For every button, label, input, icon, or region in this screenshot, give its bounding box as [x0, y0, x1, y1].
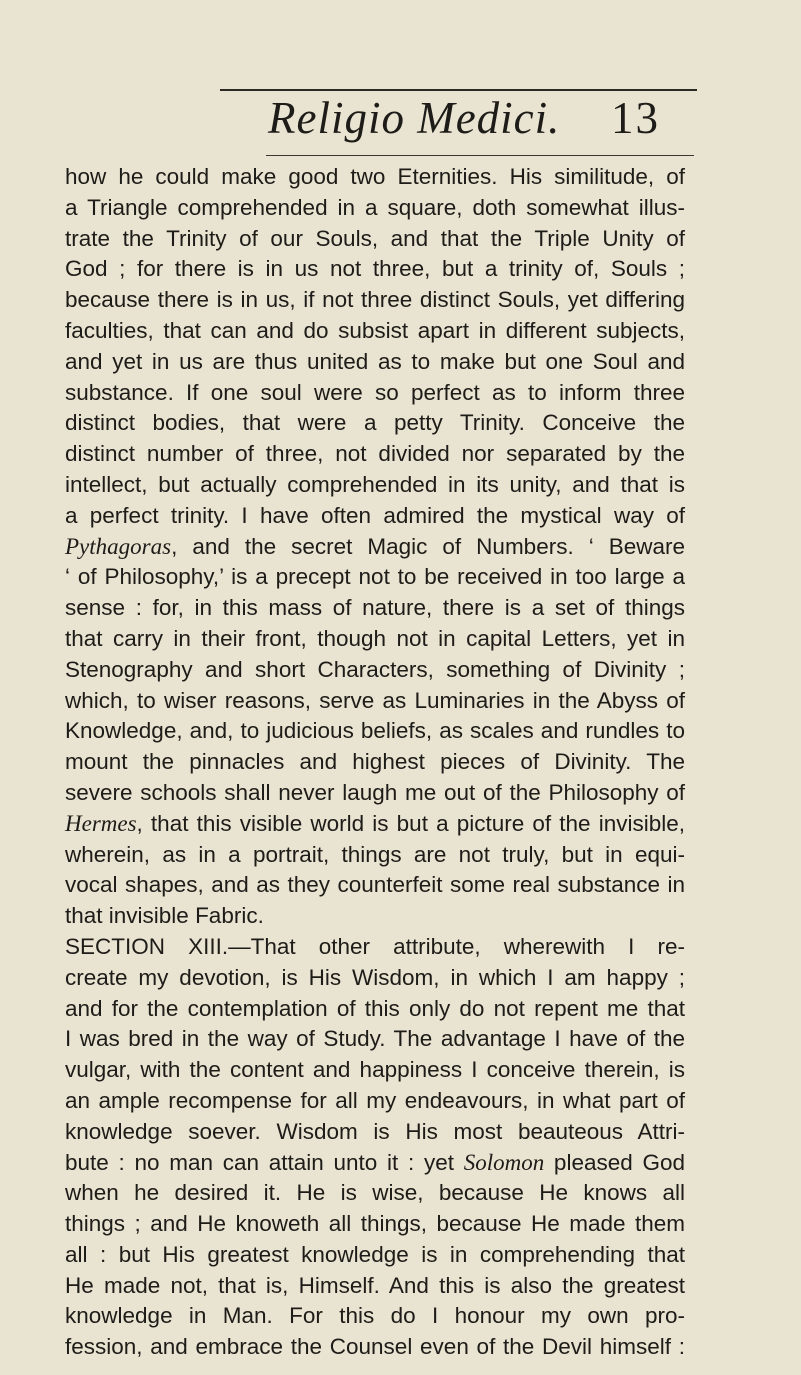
- text-line: [65, 932, 685, 963]
- text-line: [65, 316, 685, 347]
- text-segment: and for the contemplation of this only do not repent me that: [65, 995, 685, 1021]
- text-segment: knowledge in Man. For this do I honour my own pro-: [65, 1303, 685, 1329]
- text-line: [65, 1024, 685, 1055]
- text-segment: fession, and embrace the Counsel even of the Devil himself :: [65, 1334, 685, 1360]
- text-line: [65, 254, 685, 285]
- text-line: [65, 1055, 685, 1086]
- text-segment: vocal shapes, and as they counterfeit some real substance in: [65, 872, 685, 898]
- text-segment: God ; for there is in us not three, but a trinity of, Souls ;: [65, 256, 685, 282]
- running-title: Religio Medici.: [268, 93, 561, 143]
- text-segment: an ample recompense for all my endeavours, in what part of: [65, 1087, 685, 1113]
- text-line: [65, 994, 685, 1025]
- text-segment: which, to wiser reasons, serve as Luminaries in the Abyss of: [65, 687, 685, 713]
- text-segment: a Triangle comprehended in a square, doth somewhat illus-: [65, 194, 685, 220]
- text-line: [65, 593, 685, 624]
- text-segment: ‘ of Philosophy,’ is a precept not to be received in too large a: [65, 564, 685, 590]
- text-line: [65, 1301, 685, 1332]
- text-line: [65, 1086, 685, 1117]
- text-line: [65, 1117, 685, 1148]
- text-line: [65, 1332, 685, 1363]
- text-segment: and yet in us are thus united as to make but one Soul and: [65, 348, 685, 374]
- text-segment: Stenography and short Characters, something of Divinity ;: [65, 656, 685, 682]
- text-segment: bute : no man can attain unto it : yet: [65, 1149, 464, 1175]
- text-segment: a perfect trinity. I have often admired the mystical way of: [65, 502, 685, 528]
- text-line: [65, 840, 685, 871]
- text-segment: create my devotion, is His Wisdom, in which I am happy ;: [65, 964, 685, 990]
- text-segment: intellect, but actually comprehended in its unity, and that is: [65, 471, 685, 497]
- text-line: [65, 1271, 685, 1302]
- text-line: [65, 224, 685, 255]
- text-line: [65, 778, 685, 809]
- italic-name: Pythagoras: [65, 533, 172, 559]
- head-rule: [266, 155, 694, 156]
- text-segment: knowledge soever. Wisdom is His most beauteous Attri-: [65, 1118, 685, 1144]
- text-segment: pleased God: [544, 1149, 685, 1175]
- text-line: [65, 1148, 685, 1179]
- text-segment: vulgar, with the content and happiness I conceive therein, is: [65, 1057, 685, 1083]
- text-line: [65, 686, 685, 717]
- text-segment: when he desired it. He is wise, because He knows all: [65, 1180, 685, 1206]
- italic-name: Solomon: [463, 1149, 545, 1175]
- text-line: [65, 809, 685, 840]
- text-segment: that invisible Fabric.: [65, 903, 264, 929]
- text-line: [65, 501, 685, 532]
- text-segment: things ; and He knoweth all things, because He made them: [65, 1211, 685, 1237]
- top-rule: [220, 89, 697, 91]
- text-line: [65, 193, 685, 224]
- text-line: [65, 716, 685, 747]
- text-line: [65, 870, 685, 901]
- text-segment: faculties, that can and do subsist apart in different subjects,: [65, 317, 685, 343]
- body-text: [65, 162, 685, 1363]
- page-number: 13: [611, 93, 660, 143]
- text-line: [65, 747, 685, 778]
- text-line: [65, 624, 685, 655]
- text-line: [65, 285, 685, 316]
- text-line: [65, 532, 685, 563]
- text-segment: mount the pinnacles and highest pieces of Divinity. The: [65, 749, 685, 775]
- text-segment: severe schools shall never laugh me out of the Philosophy of: [65, 779, 685, 805]
- text-segment: substance. If one soul were so perfect as to inform three: [65, 379, 685, 405]
- text-line: [65, 439, 685, 470]
- text-line: [65, 1178, 685, 1209]
- italic-name: Hermes: [65, 810, 137, 836]
- text-segment: that carry in their front, though not in capital Letters, yet in: [65, 625, 685, 651]
- text-line: [65, 655, 685, 686]
- text-segment: wherein, as in a portrait, things are not truly, but in equi-: [65, 841, 685, 867]
- text-line: [65, 901, 685, 932]
- text-line: [65, 1240, 685, 1271]
- text-line: [65, 347, 685, 378]
- text-segment: because there is in us, if not three distinct Souls, yet differing: [65, 287, 685, 313]
- text-segment: , and the secret Magic of Numbers. ‘ Beware: [171, 533, 685, 559]
- text-line: [65, 408, 685, 439]
- text-segment: distinct bodies, that were a petty Trinity. Conceive the: [65, 410, 685, 436]
- text-segment: SECTION XIII.—That other attribute, wherewith I re-: [65, 933, 685, 959]
- text-segment: distinct number of three, not divided nor separated by the: [65, 441, 685, 467]
- running-head: [0, 92, 801, 152]
- text-segment: sense : for, in this mass of nature, there is a set of things: [65, 595, 685, 621]
- text-line: [65, 1209, 685, 1240]
- text-segment: all : but His greatest knowledge is in comprehending that: [65, 1241, 685, 1267]
- text-line: [65, 562, 685, 593]
- text-line: [65, 162, 685, 193]
- text-line: [65, 470, 685, 501]
- text-segment: Knowledge, and, to judicious beliefs, as scales and rundles to: [65, 718, 685, 744]
- text-segment: how he could make good two Eternities. His similitude, of: [65, 164, 685, 189]
- text-segment: I was bred in the way of Study. The advantage I have of the: [65, 1026, 685, 1052]
- text-line: [65, 963, 685, 994]
- text-segment: He made not, that is, Himself. And this is also the greatest: [65, 1272, 685, 1298]
- text-segment: , that this visible world is but a picture of the invisible,: [136, 810, 685, 836]
- text-segment: trate the Trinity of our Souls, and that the Triple Unity of: [65, 225, 685, 251]
- text-line: [65, 378, 685, 409]
